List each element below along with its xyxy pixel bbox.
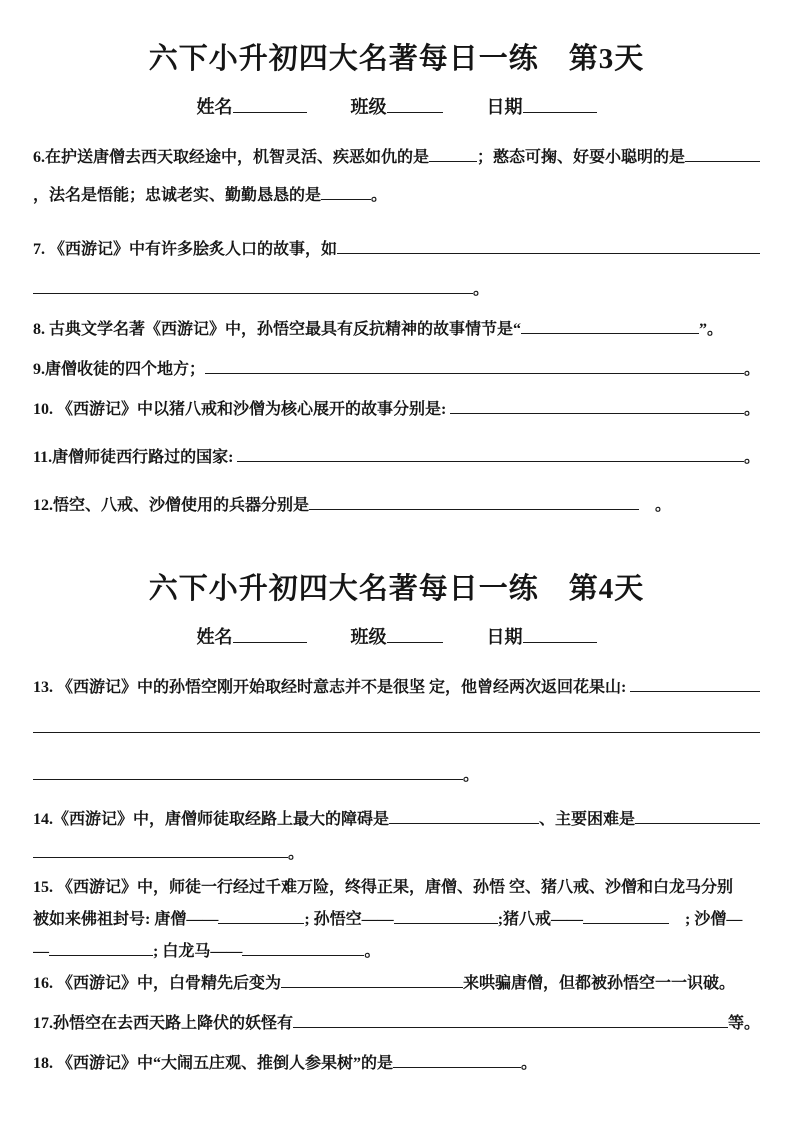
date-label: 日期 (486, 627, 523, 648)
question-text: 15. 《西游记》中，师徒一行经过千难万险，终得正果，唐僧、孙悟 空、猪八戒、沙僧和白龙马分别 (33, 879, 734, 897)
question-line (33, 182, 760, 220)
question-text: 。 (743, 401, 760, 419)
question-text: 。 (743, 449, 760, 467)
question-line (33, 492, 760, 532)
question-text: 9.唐僧收徒的四个地方； (33, 361, 206, 379)
question-text: 18. 《西游记》中“大闹五庄观、推倒人参果树”的是 (33, 1055, 394, 1073)
answer-blank (237, 447, 744, 462)
answer-blank (685, 147, 760, 162)
name-label: 姓名 (196, 97, 233, 118)
question-9 (33, 356, 760, 396)
question-text: ; 白龙马—— (153, 943, 243, 961)
question-14 (33, 806, 760, 874)
question-11 (33, 444, 760, 484)
answer-blank (337, 239, 760, 254)
question-8 (33, 316, 760, 356)
class-field (351, 96, 443, 118)
question-text: 8. 古典文学名著《西游记》中，孙悟空最具有反抗精神的故事情节是“ (33, 321, 522, 339)
question-text: ; 沙僧— (669, 911, 743, 929)
question-text: 。 (463, 767, 480, 785)
date-field (487, 96, 597, 118)
question-text: 7. 《西游记》中有许多脍炙人口的故事，如 (33, 241, 338, 259)
answer-blank (33, 843, 288, 858)
question-text: 11.唐僧师徒西行路过的国家: (33, 449, 238, 467)
answer-blank (429, 147, 477, 162)
class-field (351, 626, 443, 648)
question-text: ; 孙悟空—— (304, 911, 394, 929)
question-text: 。 (288, 845, 305, 863)
question-text: 10. 《西游记》中以猪八戒和沙僧为核心展开的故事分别是: (33, 401, 451, 419)
question-text: ，法名是悟能；忠诚老实、勤勤恳恳的是 (33, 187, 322, 205)
question-text: ;猪八戒—— (497, 911, 584, 929)
header-fields-day4 (33, 626, 760, 648)
answer-blank (293, 1013, 728, 1028)
question-13 (33, 674, 760, 806)
date-field (487, 626, 597, 648)
name-field (197, 96, 307, 118)
worksheet-title-day4: 六下小升初四大名著每日一练 第4天 (148, 573, 645, 606)
answer-blank (218, 909, 304, 924)
question-line (33, 396, 760, 436)
question-line (33, 444, 760, 484)
answer-blank (242, 941, 364, 956)
question-12 (33, 492, 760, 532)
question-16 (33, 970, 760, 1010)
question-text: 14.《西游记》中，唐僧师徒取经路上最大的障碍是 (33, 811, 390, 829)
question-text: ”。 (699, 321, 724, 339)
date-blank (523, 96, 597, 113)
question-text: 。 (371, 187, 388, 205)
question-line (33, 674, 760, 718)
question-text: 12.悟空、八戒、沙僧使用的兵器分别是 (33, 497, 310, 515)
question-7 (33, 236, 760, 316)
question-line (33, 1010, 760, 1050)
question-text: 。 (364, 943, 381, 961)
question-text: 。 (521, 1055, 538, 1073)
question-text: 。 (639, 497, 672, 515)
question-line (33, 874, 760, 906)
date-blank (523, 626, 597, 643)
question-text: 16. 《西游记》中，白骨精先后变为 (33, 975, 282, 993)
question-line (33, 806, 760, 840)
question-text: 、主要困难是 (539, 811, 636, 829)
question-10 (33, 396, 760, 436)
date-label: 日期 (486, 97, 523, 118)
answer-blank (635, 809, 760, 824)
question-text: 17.孙悟空在去西天路上降伏的妖怪有 (33, 1015, 294, 1033)
name-blank (233, 96, 307, 113)
question-text: 来哄骗唐僧，但都被孙悟空一一识破。 (463, 975, 736, 993)
class-blank (387, 626, 443, 643)
worksheet-title-day3: 六下小升初四大名著每日一练 第3天 (148, 43, 645, 75)
question-line (33, 144, 760, 182)
class-blank (387, 96, 443, 113)
name-field (197, 626, 307, 648)
question-line (33, 906, 760, 938)
question-line (33, 316, 760, 356)
question-text: 等。 (727, 1015, 760, 1033)
question-18 (33, 1050, 760, 1090)
question-text: 。 (473, 281, 490, 299)
answer-blank (281, 973, 463, 988)
answer-blank (33, 718, 760, 733)
answer-blank (394, 909, 498, 924)
question-line (33, 1050, 760, 1090)
question-line (33, 236, 760, 276)
question-line (33, 718, 760, 762)
answer-blank (49, 941, 153, 956)
answer-blank (450, 399, 744, 414)
question-text: ；憨态可掬、好耍小聪明的是 (477, 149, 686, 167)
answer-blank (583, 909, 669, 924)
answer-blank (630, 677, 760, 692)
question-15 (33, 874, 760, 970)
question-6 (33, 144, 760, 220)
answer-blank (33, 765, 463, 780)
class-label: 班级 (350, 627, 387, 648)
class-label: 班级 (350, 97, 387, 118)
question-line (33, 970, 760, 1010)
question-line (33, 276, 760, 316)
question-text: 13. 《西游记》中的孙悟空刚开始取经时意志并不是很坚 定，他曾经两次返回花果山: (33, 679, 631, 697)
header-fields-day3 (33, 96, 760, 118)
question-text: — (33, 943, 49, 961)
answer-blank (33, 279, 473, 294)
answer-blank (205, 359, 744, 374)
question-line (33, 356, 760, 396)
answer-blank (321, 185, 371, 200)
question-17 (33, 1010, 760, 1050)
question-line (33, 840, 760, 874)
name-blank (233, 626, 307, 643)
answer-blank (393, 1053, 521, 1068)
answer-blank (389, 809, 539, 824)
question-line (33, 762, 760, 806)
question-text: 。 (743, 361, 760, 379)
name-label: 姓名 (196, 627, 233, 648)
answer-blank (521, 319, 699, 334)
question-line (33, 938, 760, 970)
question-text: 6.在护送唐僧去西天取经途中，机智灵活、疾恶如仇的是 (33, 149, 430, 167)
answer-blank (309, 495, 639, 510)
question-text: 被如来佛祖封号: 唐僧—— (33, 911, 219, 929)
